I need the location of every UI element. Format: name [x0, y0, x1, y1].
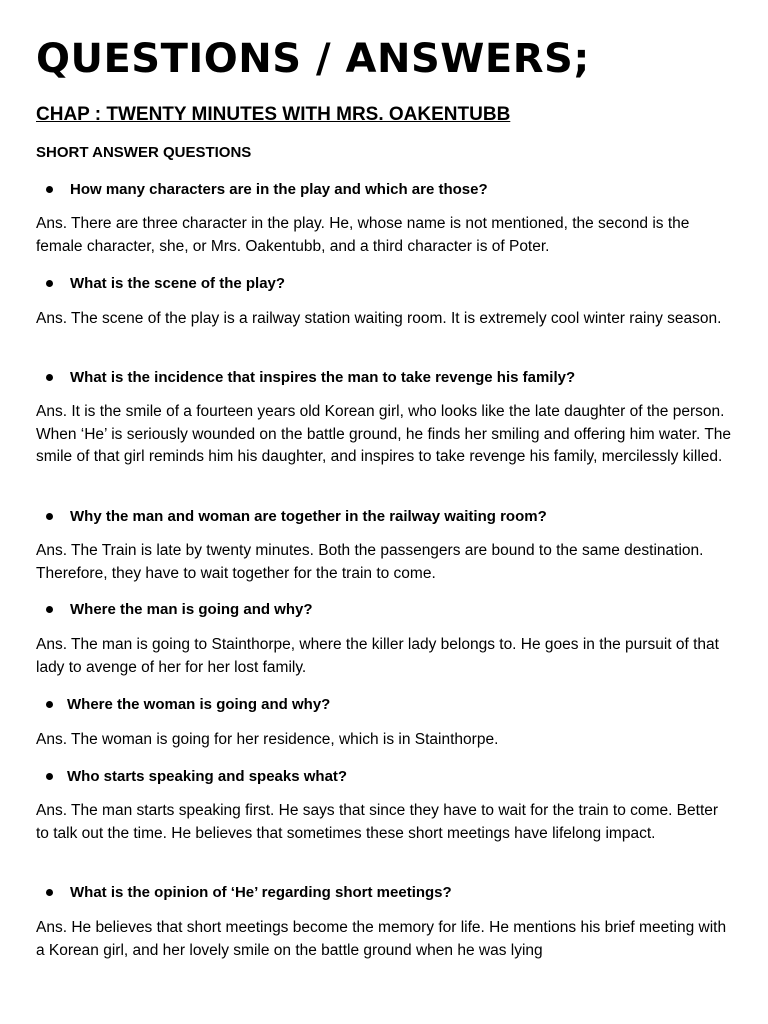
- question-item: [46, 181, 488, 198]
- bullet-icon: [46, 513, 53, 520]
- bullet-icon: [46, 186, 53, 193]
- answer-text: Ans. He believes that short meetings become the memory for life. He mentions his brief meeting with a Korean girl, and her lovely smile on the battle ground when he was lying: [36, 919, 727, 959]
- question-text: Why the man and woman are together in the railway waiting room?: [70, 508, 547, 525]
- answer-text: Ans. There are three character in the play. He, whose name is not mentioned, the second is the female character, she, or Mrs. Oakentubb, and a third character is of Poter.: [36, 215, 690, 255]
- bullet-icon: [46, 606, 53, 613]
- question-item: [46, 768, 347, 785]
- question-item: [46, 508, 547, 525]
- bullet-icon: [46, 773, 53, 780]
- question-text: What is the opinion of ‘He’ regarding short meetings?: [70, 884, 452, 901]
- question-item: [46, 275, 285, 292]
- answer-text: Ans. The woman is going for her residence, which is in Stainthorpe.: [36, 731, 499, 748]
- bullet-icon: [46, 889, 53, 896]
- question-text: Where the man is going and why?: [70, 601, 313, 618]
- answer-text: Ans. The scene of the play is a railway station waiting room. It is extremely cool winter rainy season.: [36, 310, 722, 327]
- question-item: [46, 601, 313, 618]
- question-item: [46, 369, 575, 386]
- question-text: Where the woman is going and why?: [67, 696, 331, 713]
- question-text: How many characters are in the play and which are those?: [70, 181, 488, 198]
- question-text: What is the scene of the play?: [70, 275, 286, 292]
- bullet-icon: [46, 701, 53, 708]
- bullet-icon: [46, 280, 53, 287]
- answer-text: Ans. The man is going to Stainthorpe, where the killer lady belongs to. He goes in the pursuit of that lady to avenge of her for her lost family.: [36, 636, 719, 676]
- answer-text: Ans. The man starts speaking first. He says that since they have to wait for the train to come. Better to talk out the time. He believes that sometimes these short meetings have lifelong impact.: [36, 802, 719, 842]
- question-text: What is the incidence that inspires the man to take revenge his family?: [70, 369, 576, 386]
- question-text: Who starts speaking and speaks what?: [67, 768, 348, 785]
- question-item: [46, 696, 330, 713]
- chapter-heading: CHAP : TWENTY MINUTES WITH MRS. OAKENTUBB: [36, 104, 511, 125]
- answer-text: Ans. The Train is late by twenty minutes. Both the passengers are bound to the same destination. Therefore, they have to wait together for the train to come.: [36, 542, 704, 582]
- page-title: QUESTIONS / ANSWERS;: [36, 36, 590, 82]
- answer-text: Ans. It is the smile of a fourteen years old Korean girl, who looks like the late daughter of the person. When ‘He’ is seriously wounded on the battle ground, he finds her smiling and offering him water. The smile of that girl reminds him his daughter, and inspires to take revenge his family, mercilessly killed.: [36, 403, 732, 465]
- question-item: [46, 884, 452, 901]
- section-heading: SHORT ANSWER QUESTIONS: [36, 144, 252, 161]
- bullet-icon: [46, 374, 53, 381]
